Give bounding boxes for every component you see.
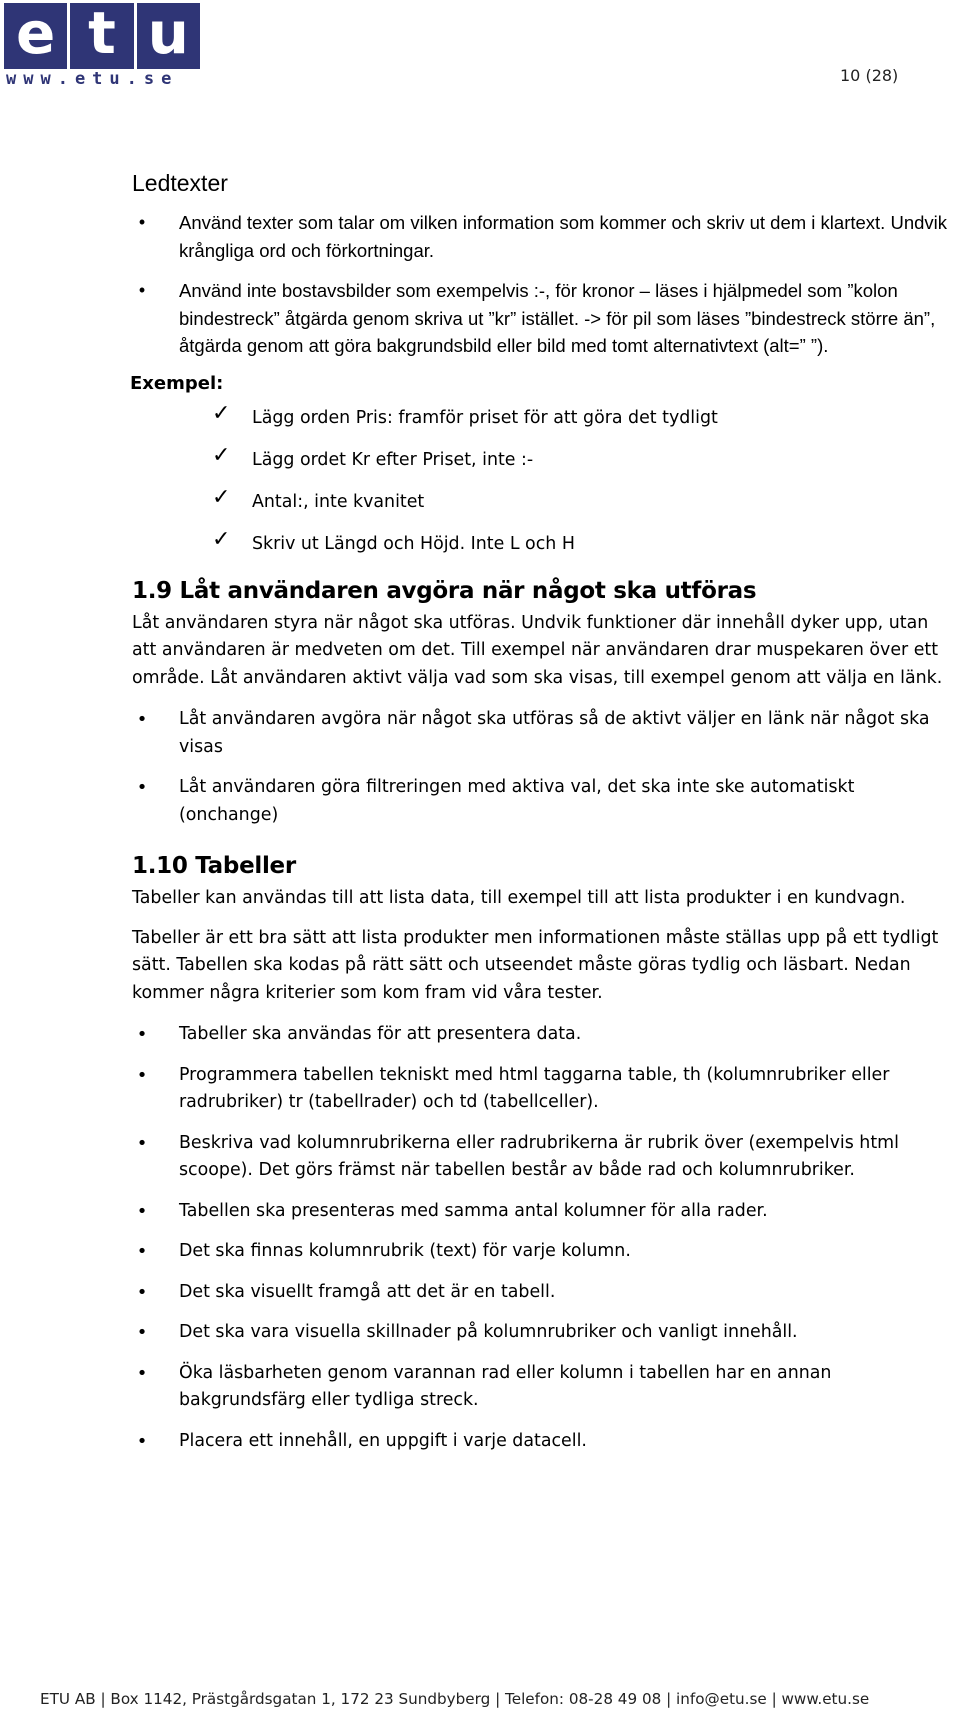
list-item: • Det ska finnas kolumnrubrik (text) för varje kolumn. xyxy=(132,1238,952,1266)
checkmark-icon: ✓ xyxy=(212,400,231,426)
bullet-icon: • xyxy=(136,1200,148,1222)
list-item: • Det ska visuellt framgå att det är en tabell. xyxy=(132,1279,952,1307)
checkmark-icon: ✓ xyxy=(212,484,231,510)
checkmark-icon: ✓ xyxy=(212,526,231,552)
example-label: Exempel: xyxy=(130,372,224,394)
section-1-10-paragraph-1: Tabeller kan användas till att lista data, till exempel till att lista produkter i en kundvagn. xyxy=(132,888,906,908)
bullet-icon: • xyxy=(138,280,146,300)
checkmark-icon: ✓ xyxy=(212,442,231,468)
ledtexter-bullet-list xyxy=(132,209,952,360)
list-item: • Tabellen ska presenteras med samma antal kolumner för alla rader. xyxy=(132,1198,952,1226)
list-item: • Programmera tabellen tekniskt med html taggarna table, th (kolumnrubriker eller radrubriker) tr (tabellrader) och td (tabellceller). xyxy=(132,1062,952,1117)
list-item: • Det ska vara visuella skillnader på kolumnrubriker och vanligt innehåll. xyxy=(132,1319,952,1347)
check-item: ✓ Lägg orden Pris: framför priset för att göra det tydligt xyxy=(212,400,718,428)
section-1-9-paragraph: Låt användaren styra när något ska utföras. Undvik funktioner där innehåll dyker upp, utan att användaren är medveten om det. Till exempel när användaren drar muspekaren över ett område. Låt användaren aktivt välja vad som ska visas, till exempel genom att välja en länk. xyxy=(132,612,943,688)
heading-ledtexter: Ledtexter xyxy=(132,170,228,196)
list-item: • Öka läsbarheten genom varannan rad eller kolumn i tabellen har en annan bakgrundsfärg eller tydliga streck. xyxy=(132,1360,952,1415)
bullet-icon: • xyxy=(138,212,146,232)
bullet-icon: • xyxy=(136,1241,148,1262)
heading-section-1-9: 1.9 Låt användaren avgöra när något ska utföras xyxy=(132,577,757,604)
logo-url: www.etu.se xyxy=(6,69,179,89)
list-item: • Placera ett innehåll, en uppgift i varje datacell. xyxy=(132,1428,952,1456)
list-item: • Låt användaren göra filtreringen med aktiva val, det ska inte ske automatiskt (onchange) xyxy=(132,774,952,829)
list-item: • Använd texter som talar om vilken information som kommer och skriv ut dem i klartext. Undvik krångliga ord och förkortningar. xyxy=(132,209,952,264)
list-item: • Tabeller ska användas för att presentera data. xyxy=(132,1021,952,1049)
section-1-10-bullet-list xyxy=(132,1021,952,1455)
section-1-9-bullet-list xyxy=(132,706,952,829)
bullet-icon: • xyxy=(136,1430,148,1452)
bullet-icon: • xyxy=(136,777,148,798)
bullet-icon: • xyxy=(136,1362,148,1384)
heading-section-1-10: 1.10 Tabeller xyxy=(132,853,296,879)
list-item: • Beskriva vad kolumnrubrikerna eller radrubrikerna är rubrik över (exempelvis html scoope). Det görs främst när tabellen består av både rad och kolumnrubriker. xyxy=(132,1130,952,1185)
page-content xyxy=(132,170,952,1468)
bullet-icon: • xyxy=(136,1132,148,1154)
bullet-icon: • xyxy=(136,1024,148,1045)
bullet-icon: • xyxy=(136,1281,148,1303)
logo-letter-u: u xyxy=(137,3,200,69)
logo-letter-e: e xyxy=(4,3,67,69)
check-item: ✓ Skriv ut Längd och Höjd. Inte L och H xyxy=(212,526,575,554)
check-item: ✓ Antal:, inte kvanitet xyxy=(212,484,425,512)
logo-letter-boxes xyxy=(4,0,200,69)
list-item: • Använd inte bostavsbilder som exempelvis :-, för kronor – läses i hjälpmedel som ”kolon bindestreck” åtgärda genom skriva ut ”kr” istället. -> för pil som läses ”bindestreck större än”, åtgärda genom att göra bakgrundsbild eller bild med tomt alternativtext (alt=” ”). xyxy=(132,277,952,360)
list-item: • Låt användaren avgöra när något ska utföras så de aktivt väljer en länk när något ska visas xyxy=(132,706,952,761)
bullet-icon: • xyxy=(136,709,148,730)
check-item: ✓ Lägg ordet Kr efter Priset, inte :- xyxy=(212,442,534,470)
page-footer: ETU AB | Box 1142, Prästgårdsgatan 1, 172 23 Sundbyberg | Telefon: 08-28 49 08 | info@etu.se | www.etu.se xyxy=(40,1690,870,1708)
bullet-icon: • xyxy=(136,1064,148,1086)
section-1-10-paragraph-2: Tabeller är ett bra sätt att lista produkter men informationen måste ställas upp på ett tydligt sätt. Tabellen ska kodas på rätt sätt och utseendet måste göras tydlig och läsbart. Nedan kommer några kriterier som kom fram vid våra tester. xyxy=(132,927,939,1003)
bullet-icon: • xyxy=(136,1322,148,1343)
example-check-list xyxy=(132,400,952,558)
logo-letter-t: t xyxy=(70,3,133,69)
etu-logo xyxy=(4,0,200,89)
page-number: 10 (28) xyxy=(840,66,899,85)
